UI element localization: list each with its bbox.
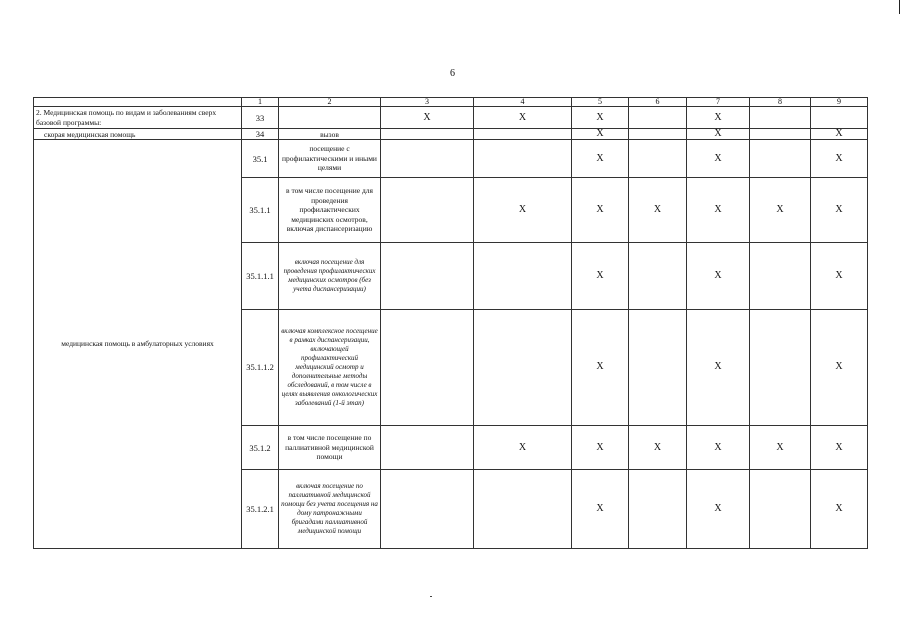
mark-cell — [629, 470, 687, 549]
mark-cell: X — [811, 470, 868, 549]
mark-cell — [750, 243, 811, 310]
mark-cell — [381, 425, 474, 469]
mark-cell — [474, 243, 572, 310]
row-unit: включая комплексное посещение в рамках диспансеризации, включающей профилактический медицинский осмотр и дополнительные методы обследований, в том числе в целях выявления онкологических заболеваний (1-й этап) — [279, 309, 381, 425]
table-row — [34, 140, 868, 177]
mark-cell: X — [750, 425, 811, 469]
row-unit: посещение с профилактическими и иными целями — [279, 140, 381, 177]
table-row — [34, 107, 868, 129]
mark-cell: X — [811, 309, 868, 425]
mark-cell: X — [572, 470, 629, 549]
mark-cell — [381, 129, 474, 140]
row-unit: в том числе посещение по паллиативной медицинской помощи — [279, 425, 381, 469]
row-unit: в том числе посещение для проведения профилактических медицинских осмотров, включая диспансеризацию — [279, 177, 381, 243]
mark-cell — [811, 107, 868, 129]
mark-cell — [381, 309, 474, 425]
group-label: медицинская помощь в амбулаторных условиях — [34, 140, 242, 549]
header-cell: 8 — [750, 98, 811, 107]
mark-cell: X — [572, 243, 629, 310]
header-row — [34, 98, 868, 107]
mark-cell: X — [811, 140, 868, 177]
mark-cell — [629, 129, 687, 140]
mark-cell: X — [687, 425, 750, 469]
header-cell: 4 — [474, 98, 572, 107]
mark-cell: X — [629, 425, 687, 469]
mark-cell: X — [629, 177, 687, 243]
mark-cell — [474, 470, 572, 549]
scan-dot — [430, 596, 432, 597]
mark-cell — [474, 140, 572, 177]
header-cell: 1 — [242, 98, 279, 107]
row-unit: включая посещение для проведения профилактических медицинских осмотров (без учета диспансеризации) — [279, 243, 381, 310]
row-code: 35.1.2.1 — [242, 470, 279, 549]
mark-cell: X — [687, 309, 750, 425]
mark-cell: X — [750, 177, 811, 243]
mark-cell: X — [811, 425, 868, 469]
mark-cell: X — [572, 425, 629, 469]
mark-cell: X — [811, 177, 868, 243]
mark-cell: X — [811, 243, 868, 310]
mark-cell — [750, 140, 811, 177]
row-code: 34 — [242, 129, 279, 140]
mark-cell — [381, 470, 474, 549]
mark-cell — [750, 309, 811, 425]
page-number: 6 — [450, 68, 455, 79]
mark-cell: X — [474, 107, 572, 129]
mark-cell: X — [687, 140, 750, 177]
row-unit: включая посещение по паллиативной медицинской помощи без учета посещения на дому патронажными бригадами паллиативной медицинской помощи — [279, 470, 381, 549]
mark-cell: X — [687, 177, 750, 243]
mark-cell: X — [572, 129, 629, 140]
mark-cell: X — [572, 140, 629, 177]
mark-cell — [629, 107, 687, 129]
header-cell: 6 — [629, 98, 687, 107]
row-name: скорая медицинская помощь — [34, 129, 242, 140]
table-row — [34, 129, 868, 140]
mark-cell: X — [474, 177, 572, 243]
header-cell: 9 — [811, 98, 868, 107]
header-blank — [34, 98, 242, 107]
scan-edge-mark — [899, 0, 900, 14]
services-table — [33, 97, 868, 549]
mark-cell: X — [572, 107, 629, 129]
row-code: 33 — [242, 107, 279, 129]
row-unit — [279, 107, 381, 129]
mark-cell: X — [687, 470, 750, 549]
mark-cell: X — [811, 129, 868, 140]
mark-cell: X — [687, 243, 750, 310]
row-code: 35.1.1 — [242, 177, 279, 243]
header-cell: 3 — [381, 98, 474, 107]
header-cell: 7 — [687, 98, 750, 107]
mark-cell — [629, 140, 687, 177]
mark-cell: X — [687, 107, 750, 129]
row-code: 35.1.1.2 — [242, 309, 279, 425]
row-unit: вызов — [279, 129, 381, 140]
mark-cell — [381, 140, 474, 177]
mark-cell — [474, 129, 572, 140]
mark-cell — [381, 243, 474, 310]
header-cell: 2 — [279, 98, 381, 107]
mark-cell: X — [687, 129, 750, 140]
mark-cell: X — [572, 309, 629, 425]
mark-cell — [750, 129, 811, 140]
mark-cell: X — [381, 107, 474, 129]
mark-cell — [629, 243, 687, 310]
mark-cell — [750, 107, 811, 129]
row-code: 35.1 — [242, 140, 279, 177]
mark-cell: X — [474, 425, 572, 469]
mark-cell — [381, 177, 474, 243]
row-code: 35.1.2 — [242, 425, 279, 469]
mark-cell — [629, 309, 687, 425]
header-cell: 5 — [572, 98, 629, 107]
mark-cell — [474, 309, 572, 425]
mark-cell: X — [572, 177, 629, 243]
row-name: 2. Медицинская помощь по видам и заболеваниям сверх базовой программы: — [34, 107, 242, 129]
mark-cell — [750, 470, 811, 549]
row-code: 35.1.1.1 — [242, 243, 279, 310]
